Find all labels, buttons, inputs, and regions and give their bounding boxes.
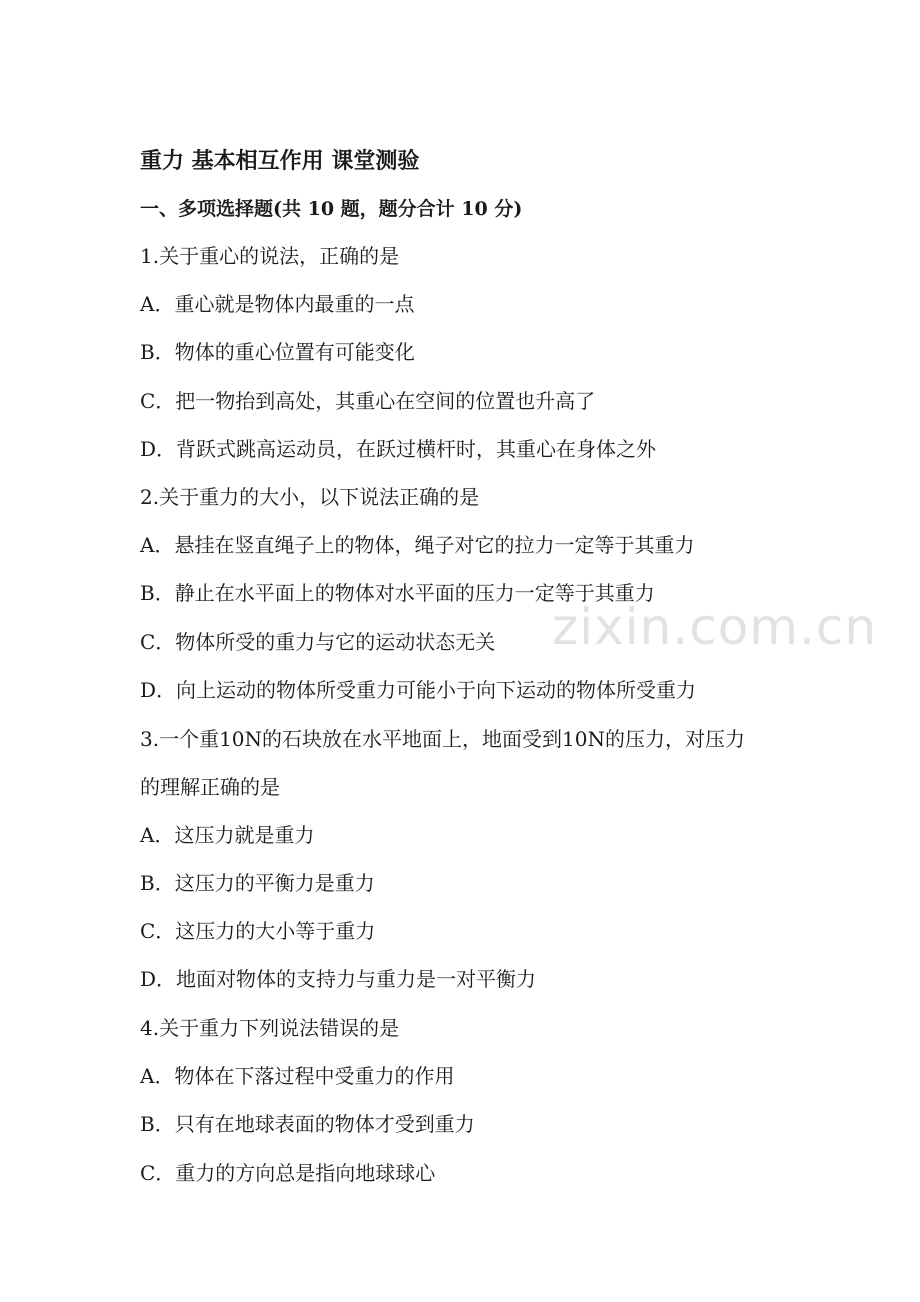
watermark: zixin.com.cn xyxy=(552,598,878,656)
question-4-option-a: A．物体在下落过程中受重力的作用 xyxy=(140,1064,455,1088)
question-2-option-d: D．向上运动的物体所受重力可能小于向下运动的物体所受重力 xyxy=(140,678,697,702)
question-1-option-d: D．背跃式跳高运动员，在跃过横杆时，其重心在身体之外 xyxy=(140,437,657,461)
question-2-option-b: B．静止在水平面上的物体对水平面的压力一定等于其重力 xyxy=(140,581,655,605)
question-1-option-c: C．把一物抬到高处，其重心在空间的位置也升高了 xyxy=(140,389,596,413)
page-title: 重力 基本相互作用 课堂测验 xyxy=(140,148,420,174)
question-3-option-a: A．这压力就是重力 xyxy=(140,823,315,847)
section-header: 一、多项选择题(共 10 题，题分合计 10 分) xyxy=(140,198,523,220)
question-1-option-a: A．重心就是物体内最重的一点 xyxy=(140,292,415,316)
question-3-option-d: D．地面对物体的支持力与重力是一对平衡力 xyxy=(140,967,537,991)
question-2-option-c: C．物体所受的重力与它的运动状态无关 xyxy=(140,630,496,654)
question-4-option-b: B．只有在地球表面的物体才受到重力 xyxy=(140,1112,475,1136)
question-stem-3-line-2: 的理解正确的是 xyxy=(140,775,280,799)
question-stem-3-line-1: 3.一个重10N的石块放在水平地面上，地面受到10N的压力，对压力 xyxy=(140,727,745,751)
question-3-option-c: C．这压力的大小等于重力 xyxy=(140,919,376,943)
question-3-option-b: B．这压力的平衡力是重力 xyxy=(140,871,375,895)
question-2-option-a: A．悬挂在竖直绳子上的物体，绳子对它的拉力一定等于其重力 xyxy=(140,533,695,557)
question-1-option-b: B．物体的重心位置有可能变化 xyxy=(140,340,415,364)
question-stem-4: 4.关于重力下列说法错误的是 xyxy=(140,1016,400,1040)
question-4-option-c: C．重力的方向总是指向地球球心 xyxy=(140,1161,436,1185)
question-stem-1: 1.关于重心的说法，正确的是 xyxy=(140,244,400,268)
question-stem-2: 2.关于重力的大小，以下说法正确的是 xyxy=(140,485,480,509)
